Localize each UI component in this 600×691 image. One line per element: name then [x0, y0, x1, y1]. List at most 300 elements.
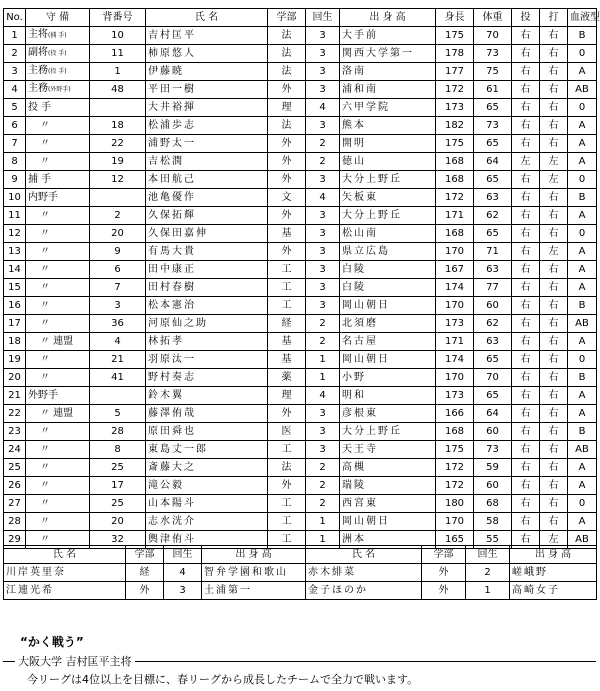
roster-cell-school: 明和 [340, 387, 436, 405]
staff-header-cell: 氏 名 [4, 546, 126, 564]
roster-cell-fac: 理 [268, 99, 306, 117]
roster-cell-num: 41 [90, 369, 146, 387]
roster-cell-fac: 基 [268, 333, 306, 351]
roster-header-cell: 学部 [268, 9, 306, 27]
roster-cell-school: 洛南 [340, 63, 436, 81]
roster-cell-num: 18 [90, 117, 146, 135]
roster-cell-t: 右 [512, 531, 540, 549]
roster-cell-t: 右 [512, 477, 540, 495]
roster-cell-w: 73 [474, 441, 512, 459]
roster-cell-h: 168 [436, 423, 474, 441]
roster-cell-h: 173 [436, 99, 474, 117]
roster-cell-no: 23 [4, 423, 26, 441]
roster-cell-school: 白陵 [340, 279, 436, 297]
roster-cell-yr: 1 [306, 513, 340, 531]
roster-cell-yr: 3 [306, 27, 340, 45]
roster-cell-blood: A [568, 135, 597, 153]
roster-cell-pos [26, 99, 90, 117]
roster-cell-w: 70 [474, 27, 512, 45]
roster-cell-t: 右 [512, 351, 540, 369]
staff-header-cell: 学部 [422, 546, 466, 564]
roster-cell-yr: 2 [306, 459, 340, 477]
roster-cell-no: 19 [4, 351, 26, 369]
position-label: 〃 [40, 245, 50, 257]
roster-cell-num: 25 [90, 495, 146, 513]
roster-cell-school: 岡山朝日 [340, 297, 436, 315]
roster-cell-name: 羽原汰一 [146, 351, 268, 369]
staff-cell-s1: 土浦第一 [202, 582, 306, 600]
roster-row [4, 81, 597, 99]
roster-cell-pos [26, 315, 90, 333]
roster-cell-yr: 3 [306, 225, 340, 243]
roster-cell-no: 4 [4, 81, 26, 99]
position-label: 〃 連盟 [40, 407, 74, 419]
roster-cell-w: 61 [474, 81, 512, 99]
roster-cell-num: 36 [90, 315, 146, 333]
position-label: 主務 [28, 83, 48, 94]
roster-cell-blood: A [568, 513, 597, 531]
roster-cell-h: 172 [436, 459, 474, 477]
staff-row [4, 564, 597, 582]
roster-cell-pos [26, 225, 90, 243]
roster-cell-pos [26, 171, 90, 189]
roster-cell-pos [26, 351, 90, 369]
roster-cell-no: 22 [4, 405, 26, 423]
roster-cell-t: 右 [512, 135, 540, 153]
roster-cell-name: 滝公毅 [146, 477, 268, 495]
roster-cell-no: 18 [4, 333, 26, 351]
staff-cell-n2: 赤木緋菜 [306, 564, 422, 582]
roster-cell-t: 右 [512, 45, 540, 63]
roster-cell-school: 天王寺 [340, 441, 436, 459]
roster-cell-yr: 2 [306, 315, 340, 333]
roster-table [3, 8, 600, 549]
roster-cell-t: 右 [512, 171, 540, 189]
roster-cell-blood: A [568, 333, 597, 351]
roster-cell-school: 西宮東 [340, 495, 436, 513]
roster-cell-name: 有馬大貴 [146, 243, 268, 261]
roster-cell-num [90, 189, 146, 207]
position-note: (外野手) [48, 86, 71, 93]
roster-cell-w: 65 [474, 135, 512, 153]
roster-cell-pos [26, 333, 90, 351]
staff-cell-s2: 嵯峨野 [510, 564, 597, 582]
roster-cell-yr: 1 [306, 369, 340, 387]
position-label: 〃 [40, 371, 50, 383]
roster-cell-fac: 基 [268, 351, 306, 369]
roster-cell-blood: B [568, 423, 597, 441]
roster-cell-school: 北須磨 [340, 315, 436, 333]
roster-cell-pos [26, 279, 90, 297]
roster-row [4, 243, 597, 261]
roster-row [4, 387, 597, 405]
staff-cell-f1: 経 [126, 564, 164, 582]
roster-cell-pos [26, 441, 90, 459]
roster-cell-t: 右 [512, 405, 540, 423]
roster-cell-num: 25 [90, 459, 146, 477]
roster-cell-no: 11 [4, 207, 26, 225]
roster-cell-pos [26, 45, 90, 63]
roster-cell-yr: 3 [306, 117, 340, 135]
roster-cell-blood: A [568, 117, 597, 135]
roster-cell-name: 藤澤侑哉 [146, 405, 268, 423]
roster-row [4, 189, 597, 207]
roster-cell-school: 浦和南 [340, 81, 436, 99]
roster-cell-yr: 3 [306, 297, 340, 315]
roster-cell-school: 熊本 [340, 117, 436, 135]
staff-cell-y2: 1 [466, 582, 510, 600]
roster-cell-num [90, 99, 146, 117]
roster-cell-pos [26, 513, 90, 531]
roster-cell-no: 1 [4, 27, 26, 45]
position-label: 外野手 [28, 389, 58, 401]
roster-cell-blood: AB [568, 531, 597, 549]
roster-cell-t: 右 [512, 333, 540, 351]
position-label: 〃 [40, 353, 50, 365]
roster-cell-b: 右 [540, 369, 568, 387]
roster-cell-name: 浦野太一 [146, 135, 268, 153]
roster-cell-b: 右 [540, 225, 568, 243]
roster-cell-yr: 2 [306, 495, 340, 513]
roster-cell-b: 右 [540, 495, 568, 513]
roster-cell-h: 175 [436, 135, 474, 153]
roster-header-cell: 背番号 [90, 9, 146, 27]
roster-cell-name: 松本憲治 [146, 297, 268, 315]
roster-cell-yr: 3 [306, 171, 340, 189]
roster-cell-fac: 基 [268, 225, 306, 243]
staff-cell-n1: 江連光希 [4, 582, 126, 600]
roster-cell-w: 55 [474, 531, 512, 549]
roster-cell-num [90, 387, 146, 405]
roster-cell-b: 左 [540, 171, 568, 189]
roster-cell-b: 右 [540, 45, 568, 63]
roster-cell-num: 7 [90, 279, 146, 297]
roster-cell-fac: 工 [268, 441, 306, 459]
roster-cell-no: 20 [4, 369, 26, 387]
roster-cell-fac: 文 [268, 189, 306, 207]
roster-cell-b: 右 [540, 477, 568, 495]
roster-cell-fac: 工 [268, 279, 306, 297]
roster-row [4, 135, 597, 153]
roster-cell-w: 62 [474, 315, 512, 333]
position-note: (投 手) [48, 68, 67, 75]
roster-cell-num: 9 [90, 243, 146, 261]
roster-cell-no: 24 [4, 441, 26, 459]
position-label: 〃 [40, 515, 50, 527]
roster-cell-num: 22 [90, 135, 146, 153]
roster-cell-fac: 法 [268, 63, 306, 81]
roster-cell-h: 165 [436, 531, 474, 549]
roster-cell-t: 右 [512, 261, 540, 279]
roster-cell-b: 右 [540, 297, 568, 315]
roster-row [4, 99, 597, 117]
roster-cell-yr: 1 [306, 531, 340, 549]
roster-cell-name: 松浦歩志 [146, 117, 268, 135]
position-label: 〃 [40, 137, 50, 149]
roster-cell-blood: B [568, 297, 597, 315]
roster-cell-yr: 1 [306, 351, 340, 369]
roster-cell-h: 175 [436, 27, 474, 45]
roster-cell-yr: 3 [306, 423, 340, 441]
roster-cell-blood: A [568, 63, 597, 81]
roster-cell-w: 65 [474, 387, 512, 405]
staff-header-cell: 氏 名 [306, 546, 422, 564]
roster-row [4, 459, 597, 477]
roster-cell-pos [26, 405, 90, 423]
roster-cell-t: 右 [512, 297, 540, 315]
roster-cell-school: 大分上野丘 [340, 171, 436, 189]
roster-cell-pos [26, 243, 90, 261]
roster-cell-b: 右 [540, 423, 568, 441]
roster-cell-h: 174 [436, 279, 474, 297]
roster-cell-fac: 法 [268, 117, 306, 135]
roster-cell-w: 60 [474, 477, 512, 495]
roster-row [4, 45, 597, 63]
roster-cell-w: 59 [474, 459, 512, 477]
staff-cell-f2: 外 [422, 564, 466, 582]
roster-cell-num: 21 [90, 351, 146, 369]
roster-cell-yr: 3 [306, 279, 340, 297]
roster-cell-yr: 4 [306, 99, 340, 117]
position-label: 投 手 [28, 101, 52, 113]
roster-cell-no: 10 [4, 189, 26, 207]
roster-cell-pos [26, 369, 90, 387]
roster-cell-pos [26, 27, 90, 45]
roster-cell-num: 28 [90, 423, 146, 441]
roster-cell-pos [26, 117, 90, 135]
staff-header-cell: 出 身 高 [202, 546, 306, 564]
roster-cell-fac: 工 [268, 261, 306, 279]
roster-cell-blood: A [568, 405, 597, 423]
roster-cell-b: 右 [540, 63, 568, 81]
roster-cell-school: 関西大学第一 [340, 45, 436, 63]
roster-cell-t: 右 [512, 63, 540, 81]
roster-cell-name: 池亀優作 [146, 189, 268, 207]
roster-cell-school: 大手前 [340, 27, 436, 45]
roster-cell-name: 久保拓輝 [146, 207, 268, 225]
roster-cell-yr: 2 [306, 135, 340, 153]
roster-cell-b: 右 [540, 207, 568, 225]
roster-cell-w: 65 [474, 225, 512, 243]
roster-cell-fac: 工 [268, 297, 306, 315]
roster-cell-b: 右 [540, 81, 568, 99]
roster-cell-h: 170 [436, 243, 474, 261]
roster-cell-fac: 外 [268, 153, 306, 171]
roster-cell-num: 32 [90, 531, 146, 549]
roster-cell-t: 左 [512, 153, 540, 171]
roster-cell-yr: 4 [306, 189, 340, 207]
roster-cell-blood: A [568, 261, 597, 279]
roster-cell-blood: 0 [568, 225, 597, 243]
roster-cell-name: 山本陽斗 [146, 495, 268, 513]
roster-cell-blood: 0 [568, 495, 597, 513]
comment-text: 今リーグは4位以上を目標に、春リーグから成長したチームで全力で戦います。 [27, 673, 419, 686]
position-label: 内野手 [28, 191, 58, 203]
roster-cell-pos [26, 135, 90, 153]
roster-cell-h: 171 [436, 207, 474, 225]
roster-cell-b: 右 [540, 279, 568, 297]
roster-cell-school: 名古屋 [340, 333, 436, 351]
roster-cell-h: 174 [436, 351, 474, 369]
position-label: 〃 [40, 155, 50, 167]
roster-cell-fac: 工 [268, 531, 306, 549]
roster-cell-t: 右 [512, 117, 540, 135]
roster-cell-h: 173 [436, 315, 474, 333]
roster-cell-h: 177 [436, 63, 474, 81]
roster-cell-name: 河原仙之助 [146, 315, 268, 333]
roster-cell-w: 70 [474, 369, 512, 387]
roster-cell-w: 68 [474, 495, 512, 513]
roster-cell-name: 平田一樹 [146, 81, 268, 99]
roster-cell-h: 170 [436, 369, 474, 387]
roster-row [4, 171, 597, 189]
roster-cell-name: 輿津侑斗 [146, 531, 268, 549]
staff-header-row [4, 546, 597, 564]
roster-cell-no: 14 [4, 261, 26, 279]
roster-cell-pos [26, 495, 90, 513]
staff-header-cell: 回生 [164, 546, 202, 564]
roster-cell-b: 右 [540, 189, 568, 207]
roster-cell-b: 左 [540, 243, 568, 261]
captain-comment [3, 653, 596, 691]
staff-cell-f2: 外 [422, 582, 466, 600]
roster-cell-w: 65 [474, 171, 512, 189]
roster-cell-no: 28 [4, 513, 26, 531]
roster-header-cell: No. [4, 9, 26, 27]
position-label: 〃 連盟 [40, 335, 74, 347]
roster-cell-pos [26, 423, 90, 441]
roster-cell-num: 48 [90, 81, 146, 99]
roster-cell-num: 20 [90, 513, 146, 531]
roster-cell-name: 林拓孝 [146, 333, 268, 351]
roster-cell-school: 瑞陵 [340, 477, 436, 495]
roster-cell-num: 4 [90, 333, 146, 351]
roster-cell-num: 12 [90, 171, 146, 189]
roster-cell-b: 右 [540, 315, 568, 333]
roster-cell-no: 7 [4, 135, 26, 153]
roster-row [4, 405, 597, 423]
roster-cell-school: 彦根東 [340, 405, 436, 423]
roster-cell-fac: 法 [268, 27, 306, 45]
roster-cell-yr: 2 [306, 153, 340, 171]
roster-cell-no: 27 [4, 495, 26, 513]
roster-row [4, 297, 597, 315]
roster-cell-name: 鈴木翼 [146, 387, 268, 405]
roster-cell-blood: 0 [568, 351, 597, 369]
roster-cell-yr: 3 [306, 441, 340, 459]
roster-cell-yr: 2 [306, 477, 340, 495]
roster-cell-pos [26, 387, 90, 405]
roster-cell-yr: 3 [306, 405, 340, 423]
roster-cell-no: 29 [4, 531, 26, 549]
roster-cell-t: 右 [512, 369, 540, 387]
position-label: 〃 [40, 497, 50, 509]
roster-cell-blood: B [568, 369, 597, 387]
roster-cell-fac: 医 [268, 423, 306, 441]
position-label: 〃 [40, 227, 50, 239]
roster-header-cell: 身長 [436, 9, 474, 27]
roster-cell-w: 60 [474, 297, 512, 315]
roster-cell-no: 25 [4, 459, 26, 477]
roster-cell-w: 63 [474, 333, 512, 351]
roster-cell-b: 左 [540, 531, 568, 549]
roster-cell-school: 松山南 [340, 225, 436, 243]
roster-cell-school: 小野 [340, 369, 436, 387]
roster-row [4, 225, 597, 243]
roster-cell-no: 12 [4, 225, 26, 243]
roster-cell-school: 洲本 [340, 531, 436, 549]
motto-heading: “かく戦う” [20, 635, 84, 649]
roster-header-cell: 守 備 [26, 9, 90, 27]
roster-cell-pos [26, 261, 90, 279]
roster-cell-h: 180 [436, 495, 474, 513]
position-label: 主務 [28, 65, 48, 76]
roster-cell-yr: 3 [306, 261, 340, 279]
roster-cell-school: 六甲学院 [340, 99, 436, 117]
roster-cell-school: 岡山朝日 [340, 351, 436, 369]
roster-cell-blood: A [568, 243, 597, 261]
roster-cell-t: 右 [512, 315, 540, 333]
roster-cell-t: 右 [512, 99, 540, 117]
roster-cell-b: 右 [540, 99, 568, 117]
roster-cell-pos [26, 63, 90, 81]
roster-cell-name: 斎藤大之 [146, 459, 268, 477]
staff-cell-n1: 川岸英里奈 [4, 564, 126, 582]
roster-cell-w: 63 [474, 261, 512, 279]
roster-cell-fac: 法 [268, 45, 306, 63]
roster-cell-num: 10 [90, 27, 146, 45]
roster-cell-b: 右 [540, 513, 568, 531]
position-note: (捕 手) [48, 32, 67, 39]
roster-row [4, 63, 597, 81]
roster-row [4, 441, 597, 459]
roster-cell-w: 62 [474, 207, 512, 225]
roster-cell-w: 77 [474, 279, 512, 297]
roster-cell-b: 右 [540, 387, 568, 405]
roster-cell-h: 167 [436, 261, 474, 279]
position-label: 〃 [40, 263, 50, 275]
roster-cell-no: 16 [4, 297, 26, 315]
roster-cell-b: 右 [540, 351, 568, 369]
roster-cell-blood: A [568, 279, 597, 297]
roster-row [4, 333, 597, 351]
roster-cell-num: 11 [90, 45, 146, 63]
roster-row [4, 153, 597, 171]
roster-cell-b: 右 [540, 135, 568, 153]
roster-cell-fac: 工 [268, 513, 306, 531]
roster-cell-name: 柿原悠人 [146, 45, 268, 63]
roster-cell-num: 20 [90, 225, 146, 243]
roster-cell-num: 6 [90, 261, 146, 279]
roster-cell-blood: B [568, 27, 597, 45]
roster-cell-t: 右 [512, 423, 540, 441]
position-label: 〃 [40, 281, 50, 293]
roster-cell-fac: 外 [268, 135, 306, 153]
roster-cell-h: 172 [436, 189, 474, 207]
staff-header-cell: 出 身 高 [510, 546, 597, 564]
roster-cell-t: 右 [512, 279, 540, 297]
roster-cell-fac: 外 [268, 171, 306, 189]
roster-cell-h: 170 [436, 297, 474, 315]
roster-cell-w: 73 [474, 45, 512, 63]
roster-cell-pos [26, 207, 90, 225]
roster-cell-fac: 工 [268, 495, 306, 513]
roster-header-cell: 打 [540, 9, 568, 27]
roster-cell-name: 本田航己 [146, 171, 268, 189]
roster-cell-blood: AB [568, 81, 597, 99]
position-label: 〃 [40, 317, 50, 329]
roster-cell-fac: 外 [268, 243, 306, 261]
